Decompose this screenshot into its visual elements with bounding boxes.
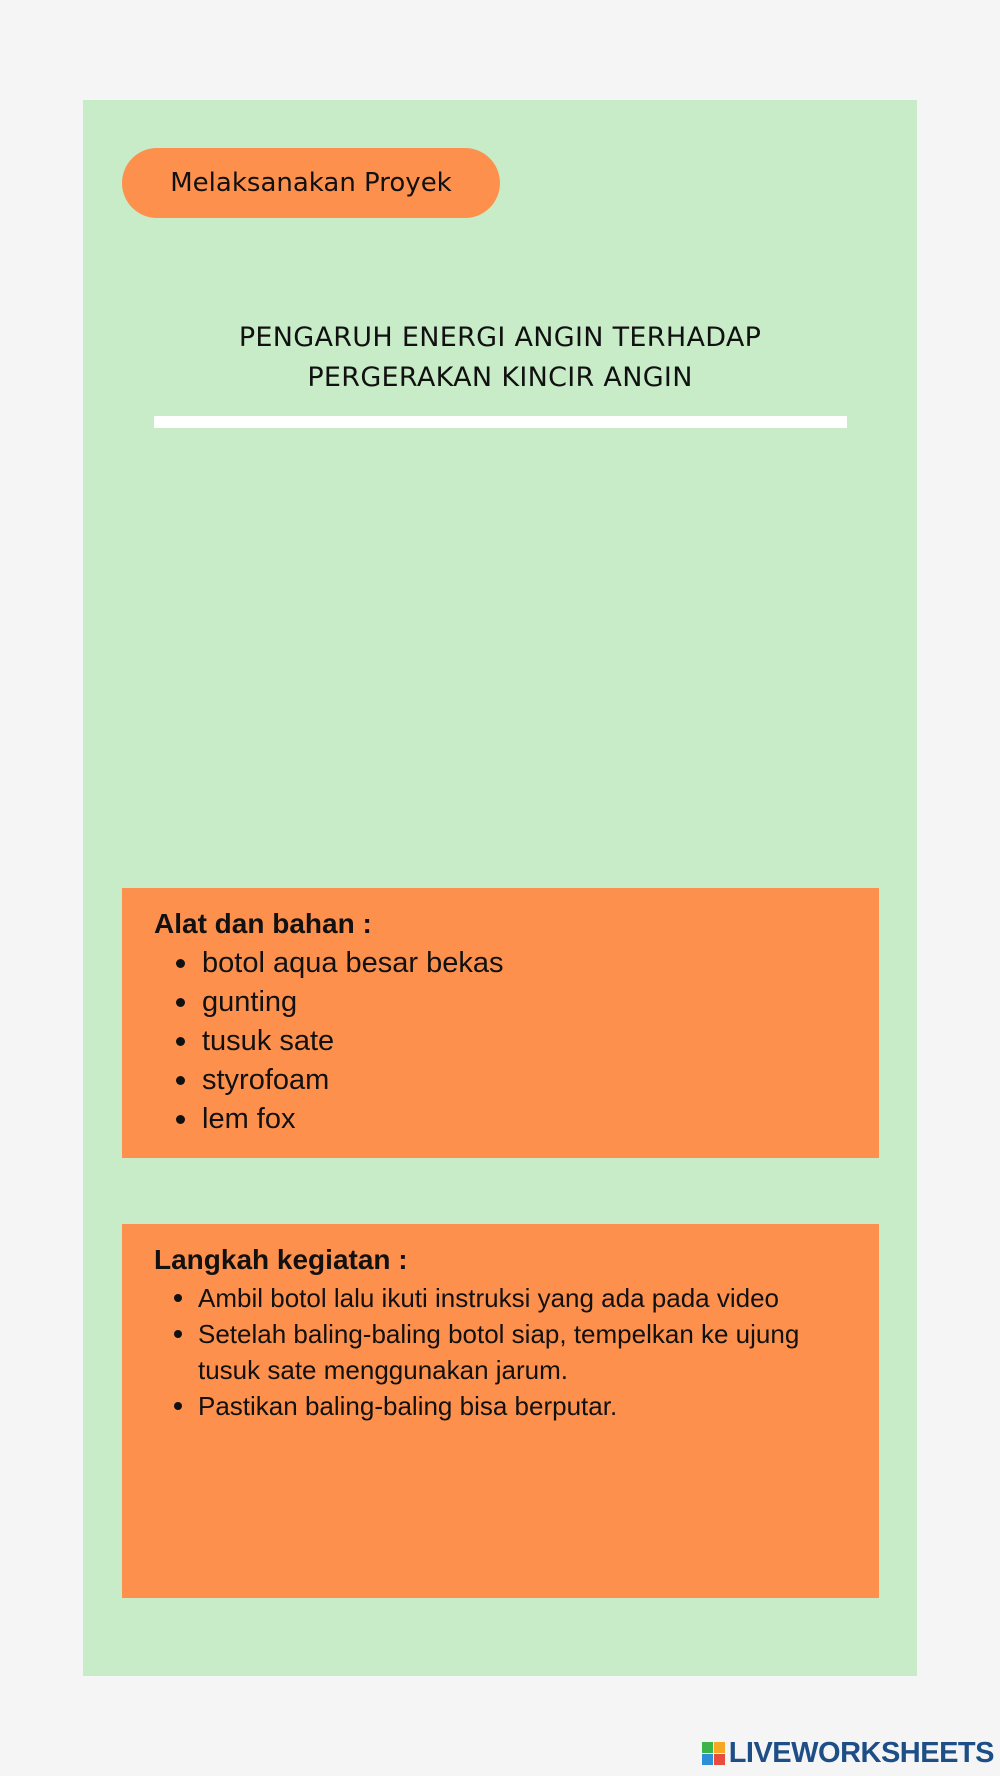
list-item: tusuk sate	[154, 1022, 847, 1061]
title-line-1: PENGARUH ENERGI ANGIN TERHADAP	[238, 322, 762, 353]
worksheet-card	[83, 100, 917, 1676]
materials-panel	[122, 888, 879, 1158]
list-item: gunting	[154, 983, 847, 1022]
list-item: Pastikan baling-baling bisa berputar.	[154, 1388, 847, 1424]
title-line-2: PERGERAKAN KINCIR ANGIN	[307, 362, 693, 393]
steps-panel	[122, 1224, 879, 1598]
brand-name: LIVEWORKSHEETS	[728, 1736, 994, 1769]
section-badge: Melaksanakan Proyek	[122, 148, 500, 218]
list-item: botol aqua besar bekas	[154, 944, 847, 983]
title-divider	[154, 416, 847, 428]
list-item: Ambil botol lalu ikuti instruksi yang ada pada video	[154, 1280, 847, 1316]
liveworksheets-brand	[702, 1738, 994, 1768]
steps-heading: Langkah kegiatan :	[154, 1244, 408, 1275]
materials-heading: Alat dan bahan :	[154, 908, 372, 939]
liveworksheets-logo-icon	[702, 1742, 725, 1765]
page-title	[123, 318, 877, 398]
list-item: styrofoam	[154, 1061, 847, 1100]
list-item: Setelah baling-baling botol siap, tempelkan ke ujung tusuk sate menggunakan jarum.	[154, 1316, 847, 1388]
list-item: lem fox	[154, 1100, 847, 1139]
materials-list	[154, 944, 847, 1139]
steps-list	[154, 1280, 847, 1424]
